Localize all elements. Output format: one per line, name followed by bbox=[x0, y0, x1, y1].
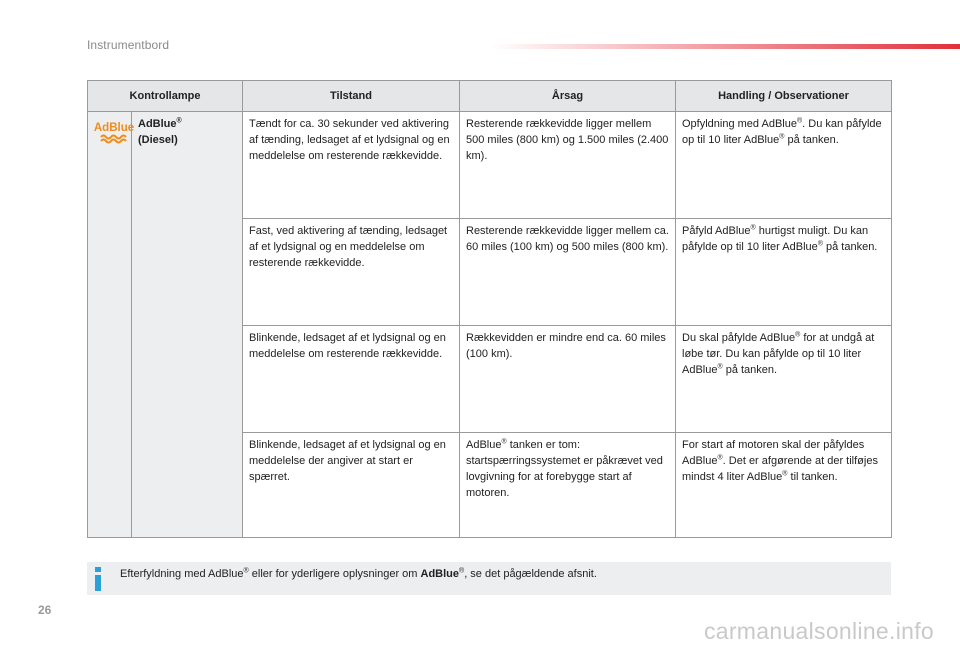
warning-lamp-table bbox=[87, 80, 892, 538]
lamp-fuel-type: (Diesel) bbox=[138, 134, 178, 146]
watermark: carmanualsonline.info bbox=[703, 618, 934, 644]
state-cell: Blinkende, ledsaget af et lydsignal og en meddelelse om resterende rækkevidde. bbox=[243, 326, 460, 433]
info-note-text: Efterfyldning med AdBlue® eller for yderligere oplysninger om AdBlue®, se det pågældende afsnit. bbox=[120, 567, 597, 580]
section-title: Instrumentbord bbox=[87, 38, 170, 52]
lamp-name: AdBlue bbox=[138, 118, 177, 130]
table-header-row bbox=[88, 81, 892, 112]
info-note bbox=[87, 562, 891, 595]
state-cell: Blinkende, ledsaget af et lydsignal og en meddelelse der angiver at start er spærret. bbox=[243, 433, 460, 538]
table-row bbox=[88, 112, 892, 219]
cause-cell: AdBlue® tanken er tom: startspærringssystemet er påkrævet ved lovgivning for at forebygge start af motoren. bbox=[460, 433, 676, 538]
adblue-icon-text: AdBlue bbox=[94, 122, 134, 134]
state-cell: Tændt for ca. 30 sekunder ved aktivering af tænding, ledsaget af et lydsignal og en meddelelse om resterende rækkevidde. bbox=[243, 112, 460, 219]
registered-mark: ® bbox=[176, 117, 182, 125]
column-header-lamp: Kontrollampe bbox=[88, 81, 243, 112]
action-cell: For start af motoren skal der påfyldes AdBlue®. Det er afgørende at der tilføjes mindst 4 liter AdBlue® til tanken. bbox=[676, 433, 892, 538]
column-header-cause: Årsag bbox=[460, 81, 676, 112]
action-cell: Påfyld AdBlue® hurtigst muligt. Du kan påfylde op til 10 liter AdBlue® på tanken. bbox=[676, 219, 892, 326]
state-cell: Fast, ved aktivering af tænding, ledsaget af et lydsignal og en meddelelse om resterende rækkevidde. bbox=[243, 219, 460, 326]
action-cell: Du skal påfylde AdBlue® for at undgå at løbe tør. Du kan påfylde op til 10 liter AdBlue® på tanken. bbox=[676, 326, 892, 433]
column-header-state: Tilstand bbox=[243, 81, 460, 112]
header-accent-line bbox=[490, 44, 960, 49]
lamp-icon-cell bbox=[88, 112, 132, 538]
lamp-name-cell bbox=[132, 112, 243, 538]
cause-cell: Rækkevidden er mindre end ca. 60 miles (100 km). bbox=[460, 326, 676, 433]
adblue-icon bbox=[94, 116, 134, 148]
column-header-action: Handling / Observationer bbox=[676, 81, 892, 112]
action-cell: Opfyldning med AdBlue®. Du kan påfylde op til 10 liter AdBlue® på tanken. bbox=[676, 112, 892, 219]
cause-cell: Resterende rækkevidde ligger mellem 500 miles (800 km) og 1.500 miles (2.400 km). bbox=[460, 112, 676, 219]
info-icon bbox=[91, 566, 105, 592]
cause-cell: Resterende rækkevidde ligger mellem ca. 60 miles (100 km) og 500 miles (800 km). bbox=[460, 219, 676, 326]
page-number: 26 bbox=[38, 603, 52, 617]
